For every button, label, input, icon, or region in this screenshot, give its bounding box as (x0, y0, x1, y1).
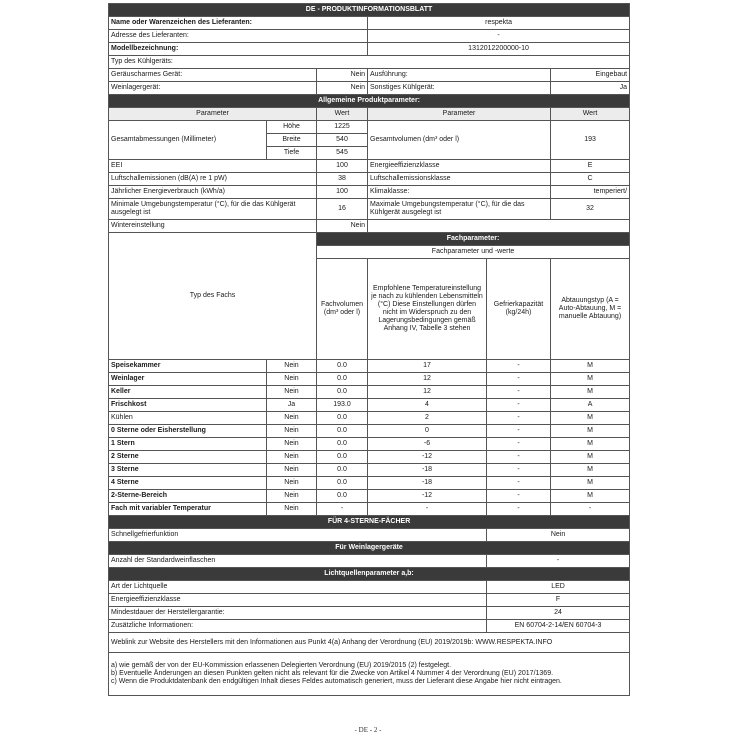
col-temp-header: Empfohlene Temperatureinstellung je nach zu kühlenden Lebensmitteln (°C) Diese Einstellungen dürfen nicht im Widerspruch zu den Lagerungsbedingungen gemäß Anhang IV, Tabelle 3 stehen (368, 259, 487, 360)
compartment-defrost: - (551, 503, 630, 516)
compartment-freeze: - (487, 490, 551, 503)
compartment-present: Ja (267, 399, 317, 412)
compartment-volume: 193.0 (317, 399, 368, 412)
noise-class-value: C (551, 173, 630, 186)
climate-class-label: Klimaklasse: (368, 186, 551, 199)
dimensions-label: Gesamtabmessungen (Millimeter) (109, 121, 267, 160)
compartment-freeze: - (487, 360, 551, 373)
noise-value: 38 (317, 173, 368, 186)
compartment-volume: 0.0 (317, 360, 368, 373)
compartments-header: Fachparameter: (317, 233, 630, 246)
compartment-volume: 0.0 (317, 373, 368, 386)
col-defrost-header: Abtauungstyp (A = Auto-Abtauung, M = manuelle Abtauung) (551, 259, 630, 360)
compartment-row (109, 464, 630, 477)
compartment-row (109, 503, 630, 516)
compartment-row (109, 373, 630, 386)
compartment-row (109, 399, 630, 412)
compartment-temp: - (368, 503, 487, 516)
col-type-header: Typ des Fachs (189, 292, 236, 299)
model-value: 1312012200000-10 (368, 43, 630, 56)
compartment-temp: 17 (368, 360, 487, 373)
wine-bottles-value: - (487, 555, 630, 568)
other-appliance-label: Sonstiges Kühlgerät: (368, 82, 551, 95)
energy-class-value: E (551, 160, 630, 173)
general-col-param-left: Parameter (109, 108, 317, 121)
compartment-name: Weinlager (109, 373, 267, 386)
max-temp-value: 32 (551, 199, 630, 220)
model-label: Modellbezeichnung: (109, 43, 368, 56)
warranty-value: 24 (487, 607, 630, 620)
supplier-name-label: Name oder Warenzeichen des Lieferanten: (109, 17, 368, 30)
compartment-name: Fach mit variabler Temperatur (109, 503, 267, 516)
light-type-label: Art der Lichtquelle (109, 581, 487, 594)
compartment-freeze: - (487, 464, 551, 477)
product-information-sheet (108, 3, 629, 696)
compartment-volume: 0.0 (317, 438, 368, 451)
compartment-volume: 0.0 (317, 425, 368, 438)
info-table (108, 3, 630, 696)
wine-storage-value: Nein (317, 82, 368, 95)
compartment-name: Kühlen (109, 412, 267, 425)
compartment-freeze: - (487, 477, 551, 490)
general-col-param-right: Parameter (368, 108, 551, 121)
fast-freeze-label: Schnellgefrierfunktion (109, 529, 487, 542)
compartment-freeze: - (487, 399, 551, 412)
wine-bottles-label: Anzahl der Standardweinflaschen (109, 555, 487, 568)
compartment-volume: 0.0 (317, 464, 368, 477)
depth-label: Tiefe (267, 147, 317, 160)
compartment-freeze: - (487, 425, 551, 438)
general-header: Allgemeine Produktparameter: (109, 95, 630, 108)
compartment-volume: 0.0 (317, 477, 368, 490)
compartment-defrost: M (551, 373, 630, 386)
compartment-volume: 0.0 (317, 412, 368, 425)
sheet-title: DE - PRODUKTINFORMATIONSBLATT (109, 4, 630, 17)
volume-value: 193 (551, 121, 630, 160)
light-class-label: Energieeffizienzklasse (109, 594, 487, 607)
compartment-freeze: - (487, 438, 551, 451)
volume-label: Gesamtvolumen (dm³ oder l) (368, 121, 551, 160)
warranty-label: Mindestdauer der Herstellergarantie: (109, 607, 487, 620)
compartment-volume: 0.0 (317, 490, 368, 503)
extra-info-value: EN 60704-2-14/EN 60704-3 (487, 620, 630, 633)
compartment-present: Nein (267, 503, 317, 516)
compartment-temp: 2 (368, 412, 487, 425)
compartment-present: Nein (267, 490, 317, 503)
compartment-name: 0 Sterne oder Eisherstellung (109, 425, 267, 438)
compartment-defrost: M (551, 464, 630, 477)
width-label: Breite (267, 134, 317, 147)
compartment-defrost: M (551, 360, 630, 373)
compartment-temp: 12 (368, 386, 487, 399)
col-freeze-header: Gefrierkapazität (kg/24h) (487, 259, 551, 360)
compartment-defrost: M (551, 425, 630, 438)
noise-class-label: Luftschallemissionsklasse (368, 173, 551, 186)
compartment-defrost: A (551, 399, 630, 412)
compartment-present: Nein (267, 464, 317, 477)
appliance-type-label: Typ des Kühlgeräts: (109, 56, 630, 69)
min-temp-label: Minimale Umgebungstemperatur (°C), für die das Kühlgerät ausgelegt ist (109, 199, 317, 220)
footnotes (109, 653, 630, 696)
compartment-row (109, 386, 630, 399)
light-type-value: LED (487, 581, 630, 594)
compartment-temp: -18 (368, 477, 487, 490)
compartment-temp: -12 (368, 451, 487, 464)
design-label: Ausführung: (368, 69, 551, 82)
compartment-defrost: M (551, 438, 630, 451)
compartment-temp: -6 (368, 438, 487, 451)
height-label: Höhe (267, 121, 317, 134)
noise-label: Luftschallemissionen (dB(A) re 1 pW) (109, 173, 317, 186)
compartment-present: Nein (267, 412, 317, 425)
supplier-name-value: respekta (368, 17, 630, 30)
eei-label: EEI (109, 160, 317, 173)
compartment-row (109, 490, 630, 503)
low-noise-value: Nein (317, 69, 368, 82)
compartment-defrost: M (551, 451, 630, 464)
compartment-temp: -18 (368, 464, 487, 477)
compartment-row (109, 360, 630, 373)
depth-value: 545 (317, 147, 368, 160)
compartment-freeze: - (487, 503, 551, 516)
compartment-name: Frischkost (109, 399, 267, 412)
compartment-volume: 0.0 (317, 451, 368, 464)
compartment-temp: 4 (368, 399, 487, 412)
winter-spacer (368, 220, 630, 233)
compartment-freeze: - (487, 373, 551, 386)
page-number: - DE - 2 - (354, 726, 382, 734)
compartment-row (109, 451, 630, 464)
compartment-defrost: M (551, 477, 630, 490)
compartment-row (109, 438, 630, 451)
climate-class-value: temperiert/ (551, 186, 630, 199)
compartment-row (109, 477, 630, 490)
four-star-header: FÜR 4-STERNE-FÄCHER (109, 516, 630, 529)
wine-storage-label: Weinlagergerät: (109, 82, 317, 95)
min-temp-value: 16 (317, 199, 368, 220)
compartment-defrost: M (551, 412, 630, 425)
height-value: 1225 (317, 121, 368, 134)
footnote-c: c) Wenn die Produktdatenbank den endgültigen Inhalt dieses Feldes automatisch generiert, muss der Lieferant diese Angabe hier nicht eintragen. (111, 678, 562, 685)
compartment-present: Nein (267, 438, 317, 451)
footnote-a: a) wie gemäß der von der EU-Kommission erlassenen Delegierten Verordnung (EU) 2019/2015 (2) festgelegt. (111, 662, 452, 669)
extra-info-label: Zusätzliche Informationen: (109, 620, 487, 633)
light-header: Lichtquellenparameter a,b: (109, 568, 630, 581)
supplier-address-value: - (368, 30, 630, 43)
design-value: Eingebaut (551, 69, 630, 82)
compartment-temp: 12 (368, 373, 487, 386)
compartment-freeze: - (487, 451, 551, 464)
low-noise-label: Geräuscharmes Gerät: (109, 69, 317, 82)
compartment-freeze: - (487, 386, 551, 399)
consumption-value: 100 (317, 186, 368, 199)
supplier-address-label: Adresse des Lieferanten: (109, 30, 368, 43)
max-temp-label: Maximale Umgebungstemperatur (°C), für die das Kühlgerät ausgelegt ist (368, 199, 551, 220)
compartment-temp: -12 (368, 490, 487, 503)
consumption-label: Jährlicher Energieverbrauch (kWh/a) (109, 186, 317, 199)
compartment-freeze: - (487, 412, 551, 425)
col-volume-header: Fachvolumen (dm³ oder l) (317, 259, 368, 360)
general-col-value-right: Wert (551, 108, 630, 121)
compartment-name: 1 Stern (109, 438, 267, 451)
compartment-present: Nein (267, 477, 317, 490)
compartment-present: Nein (267, 451, 317, 464)
compartment-row (109, 425, 630, 438)
winter-value: Nein (317, 220, 368, 233)
general-col-value-left: Wert (317, 108, 368, 121)
compartment-present: Nein (267, 360, 317, 373)
fast-freeze-value: Nein (487, 529, 630, 542)
compartment-present: Nein (267, 425, 317, 438)
compartment-defrost: M (551, 490, 630, 503)
eei-value: 100 (317, 160, 368, 173)
compartment-present: Nein (267, 386, 317, 399)
light-class-value: F (487, 594, 630, 607)
weblink: Weblink zur Website des Herstellers mit den Informationen aus Punkt 4(a) Anhang der Verordnung (EU) 2019/2019b: WWW.RESPEKTA.INFO (109, 633, 630, 653)
compartment-name: 2 Sterne (109, 451, 267, 464)
compartment-defrost: M (551, 386, 630, 399)
compartment-name: 2-Sterne-Bereich (109, 490, 267, 503)
compartments-subheader: Fachparameter und -werte (317, 246, 630, 259)
energy-class-label: Energieeffizienzklasse (368, 160, 551, 173)
wine-header: Für Weinlagergeräte (109, 542, 630, 555)
width-value: 540 (317, 134, 368, 147)
other-appliance-value: Ja (551, 82, 630, 95)
compartment-name: Speisekammer (109, 360, 267, 373)
winter-label: Wintereinstellung (109, 220, 317, 233)
compartment-present: Nein (267, 373, 317, 386)
compartment-volume: - (317, 503, 368, 516)
compartment-name: 4 Sterne (109, 477, 267, 490)
compartment-volume: 0.0 (317, 386, 368, 399)
compartment-name: 3 Sterne (109, 464, 267, 477)
compartment-name: Keller (109, 386, 267, 399)
compartment-temp: 0 (368, 425, 487, 438)
compartment-row (109, 412, 630, 425)
footnote-b: b) Eventuelle Änderungen an diesen Punkten gelten nicht als relevant für die Zwecke von Artikel 4 Nummer 4 der Verordnung (EU) 2017/1369. (111, 670, 554, 677)
